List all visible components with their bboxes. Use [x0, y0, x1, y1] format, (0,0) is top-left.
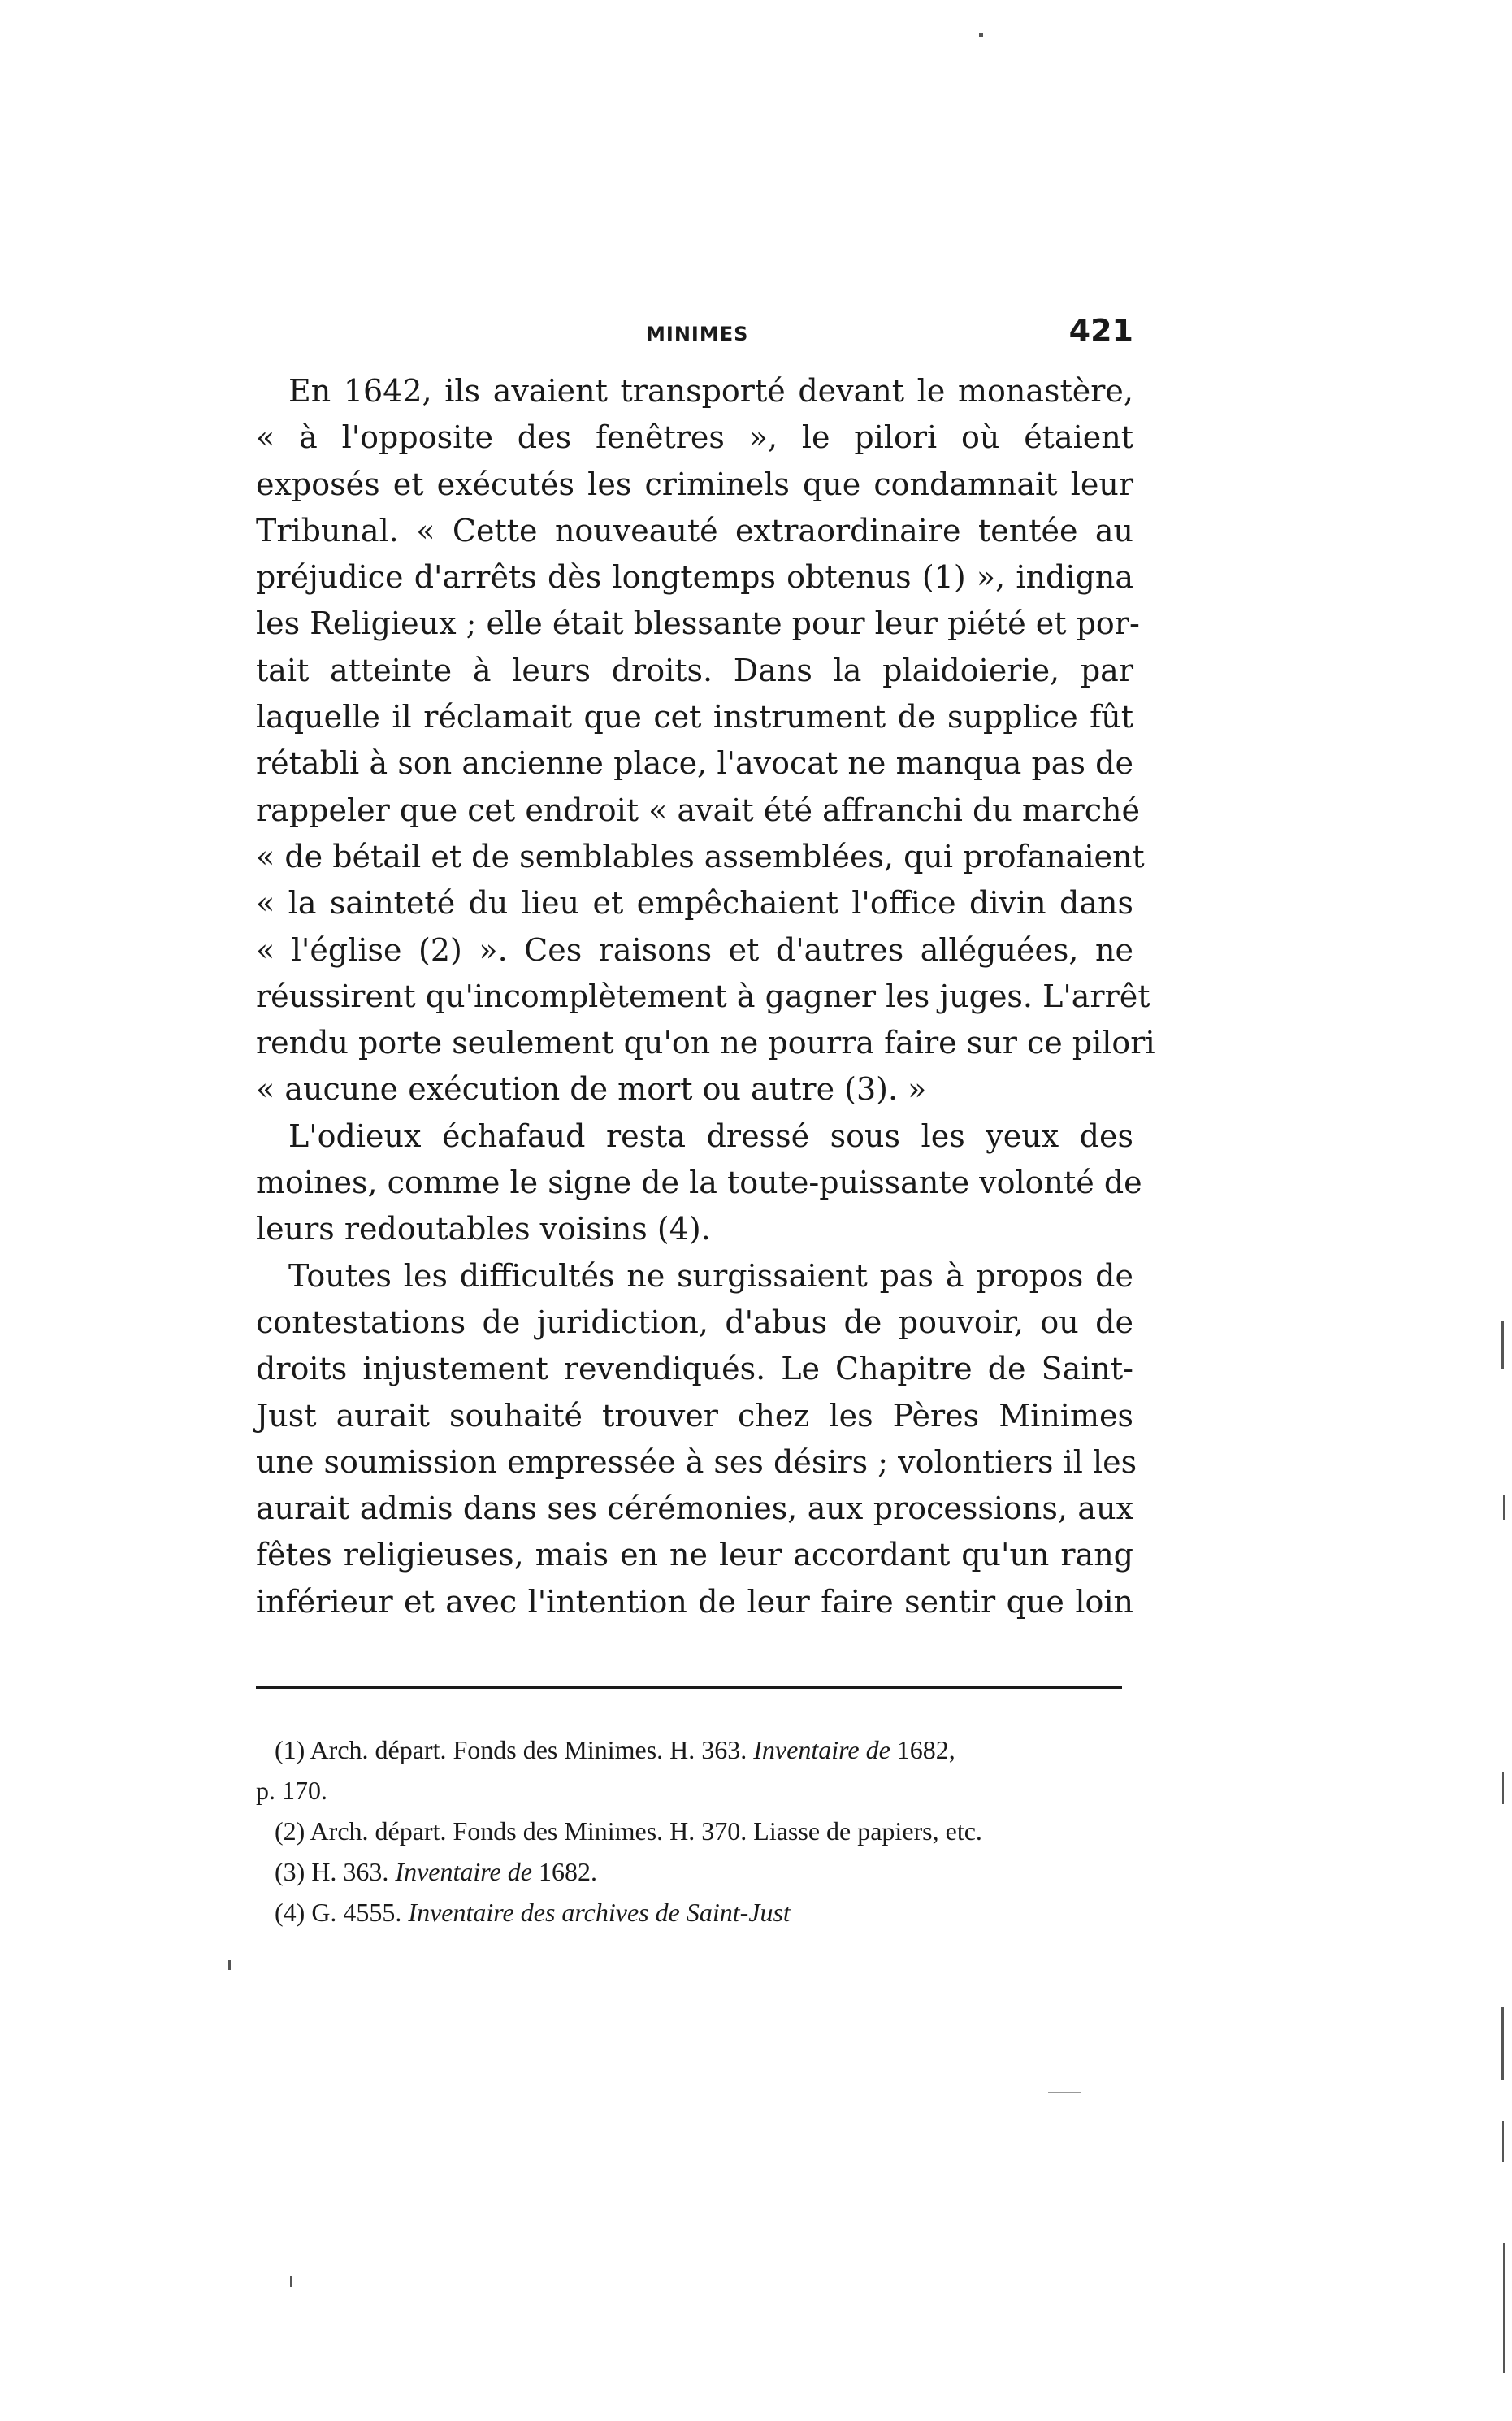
- text-line: Toutes les difficultés ne surgissaient pas à propos de: [288, 1257, 1133, 1294]
- footnote-1-lead: (1) Arch. départ. Fonds des Minimes. H. 363.: [275, 1735, 747, 1764]
- text-line: leurs redoutables voisins (4).: [256, 1211, 711, 1247]
- text-line: « la sainteté du lieu et empêchaient l'office divin dans: [256, 885, 1133, 922]
- text-line: moines, comme le signe de la toute-puissante volonté de: [256, 1165, 1142, 1201]
- footnote-1-continuation: p. 170.: [256, 1776, 327, 1805]
- text-line: fêtes religieuses, mais en ne leur accordant qu'un rang: [256, 1537, 1133, 1573]
- text-line: laquelle il réclamait que cet instrument de supplice fût: [256, 699, 1133, 735]
- footnote-3-italic: Inventaire de: [395, 1857, 532, 1886]
- footnote-1-italic: Inventaire de: [753, 1735, 890, 1764]
- scan-speck: [1503, 1495, 1505, 1520]
- text-line: « à l'opposite des fenêtres », le pilori où étaient: [256, 419, 1133, 456]
- text-line: contestations de juridiction, d'abus de pouvoir, ou de: [256, 1304, 1133, 1340]
- text-line: réussirent qu'incomplètement à gagner les juges. L'arrêt: [256, 978, 1150, 1014]
- text-line: rétabli à son ancienne place, l'avocat ne manqua pas de: [256, 745, 1133, 782]
- text-line: L'odieux échafaud resta dressé sous les yeux des: [288, 1117, 1133, 1154]
- footnote-3-lead: (3) H. 363.: [275, 1857, 389, 1886]
- text-line: Just aurait souhaité trouver chez les Pères Minimes: [256, 1397, 1133, 1434]
- text-line: rappeler que cet endroit « avait été affranchi du marché: [256, 792, 1141, 828]
- scan-speck: [979, 33, 983, 37]
- text-line: exposés et exécutés les criminels que condamnait leur: [256, 466, 1133, 502]
- text-line: En 1642, ils avaient transporté devant le monastère,: [288, 373, 1133, 409]
- text-line: « de bétail et de semblables assemblées, qui profanaient: [256, 838, 1145, 874]
- scan-speck: [1048, 2092, 1081, 2093]
- text-line: les Religieux ; elle était blessante pour leur piété et por-: [256, 605, 1140, 642]
- footnote-1: [256, 1729, 1133, 1770]
- footnote-2: (2) Arch. départ. Fonds des Minimes. H. 370. Liasse de papiers, etc.: [275, 1816, 982, 1846]
- text-line: rendu porte seulement qu'on ne pourra faire sur ce pilori: [256, 1025, 1155, 1061]
- footnote-1-tail: 1682,: [896, 1735, 955, 1764]
- scan-speck: [1502, 2121, 1504, 2162]
- running-head: MINIMES: [646, 323, 749, 345]
- page-number: 421: [1068, 313, 1133, 349]
- footnote-4-italic: Inventaire des archives de Saint-Just: [408, 1898, 791, 1927]
- text-line: « aucune exécution de mort ou autre (3). »: [256, 1071, 927, 1108]
- text-line: tait atteinte à leurs droits. Dans la plaidoierie, par: [256, 652, 1133, 688]
- text-line: Tribunal. « Cette nouveauté extraordinaire tentée au: [256, 512, 1133, 549]
- scan-speck: [1501, 1321, 1504, 1369]
- page-header: [256, 313, 1133, 362]
- footnote-3-tail: 1682.: [538, 1857, 597, 1886]
- footnote-4: [256, 1892, 1133, 1933]
- text-line: une soumission empressée à ses désirs ; volontiers il les: [256, 1443, 1137, 1480]
- body-text: [256, 368, 1155, 1625]
- footnote-rule: [256, 1686, 1122, 1689]
- text-line: aurait admis dans ses cérémonies, aux processions, aux: [256, 1490, 1133, 1527]
- scan-speck: [290, 2276, 292, 2287]
- scan-speck: [228, 1960, 231, 1970]
- text-line: inférieur et avec l'intention de leur faire sentir que loin: [256, 1583, 1133, 1620]
- text-line: préjudice d'arrêts dès longtemps obtenus (1) », indigna: [256, 559, 1133, 596]
- footnote-3: [256, 1851, 1133, 1892]
- footnotes: [256, 1729, 1133, 1933]
- footnote-4-lead: (4) G. 4555.: [275, 1898, 402, 1927]
- scan-speck: [1503, 2243, 1505, 2373]
- scan-speck: [1502, 1772, 1504, 1804]
- text-line: « l'église (2) ». Ces raisons et d'autres alléguées, ne: [256, 931, 1133, 968]
- text-line: droits injustement revendiqués. Le Chapitre de Saint-: [256, 1351, 1133, 1387]
- scan-speck: [1501, 2007, 1504, 2080]
